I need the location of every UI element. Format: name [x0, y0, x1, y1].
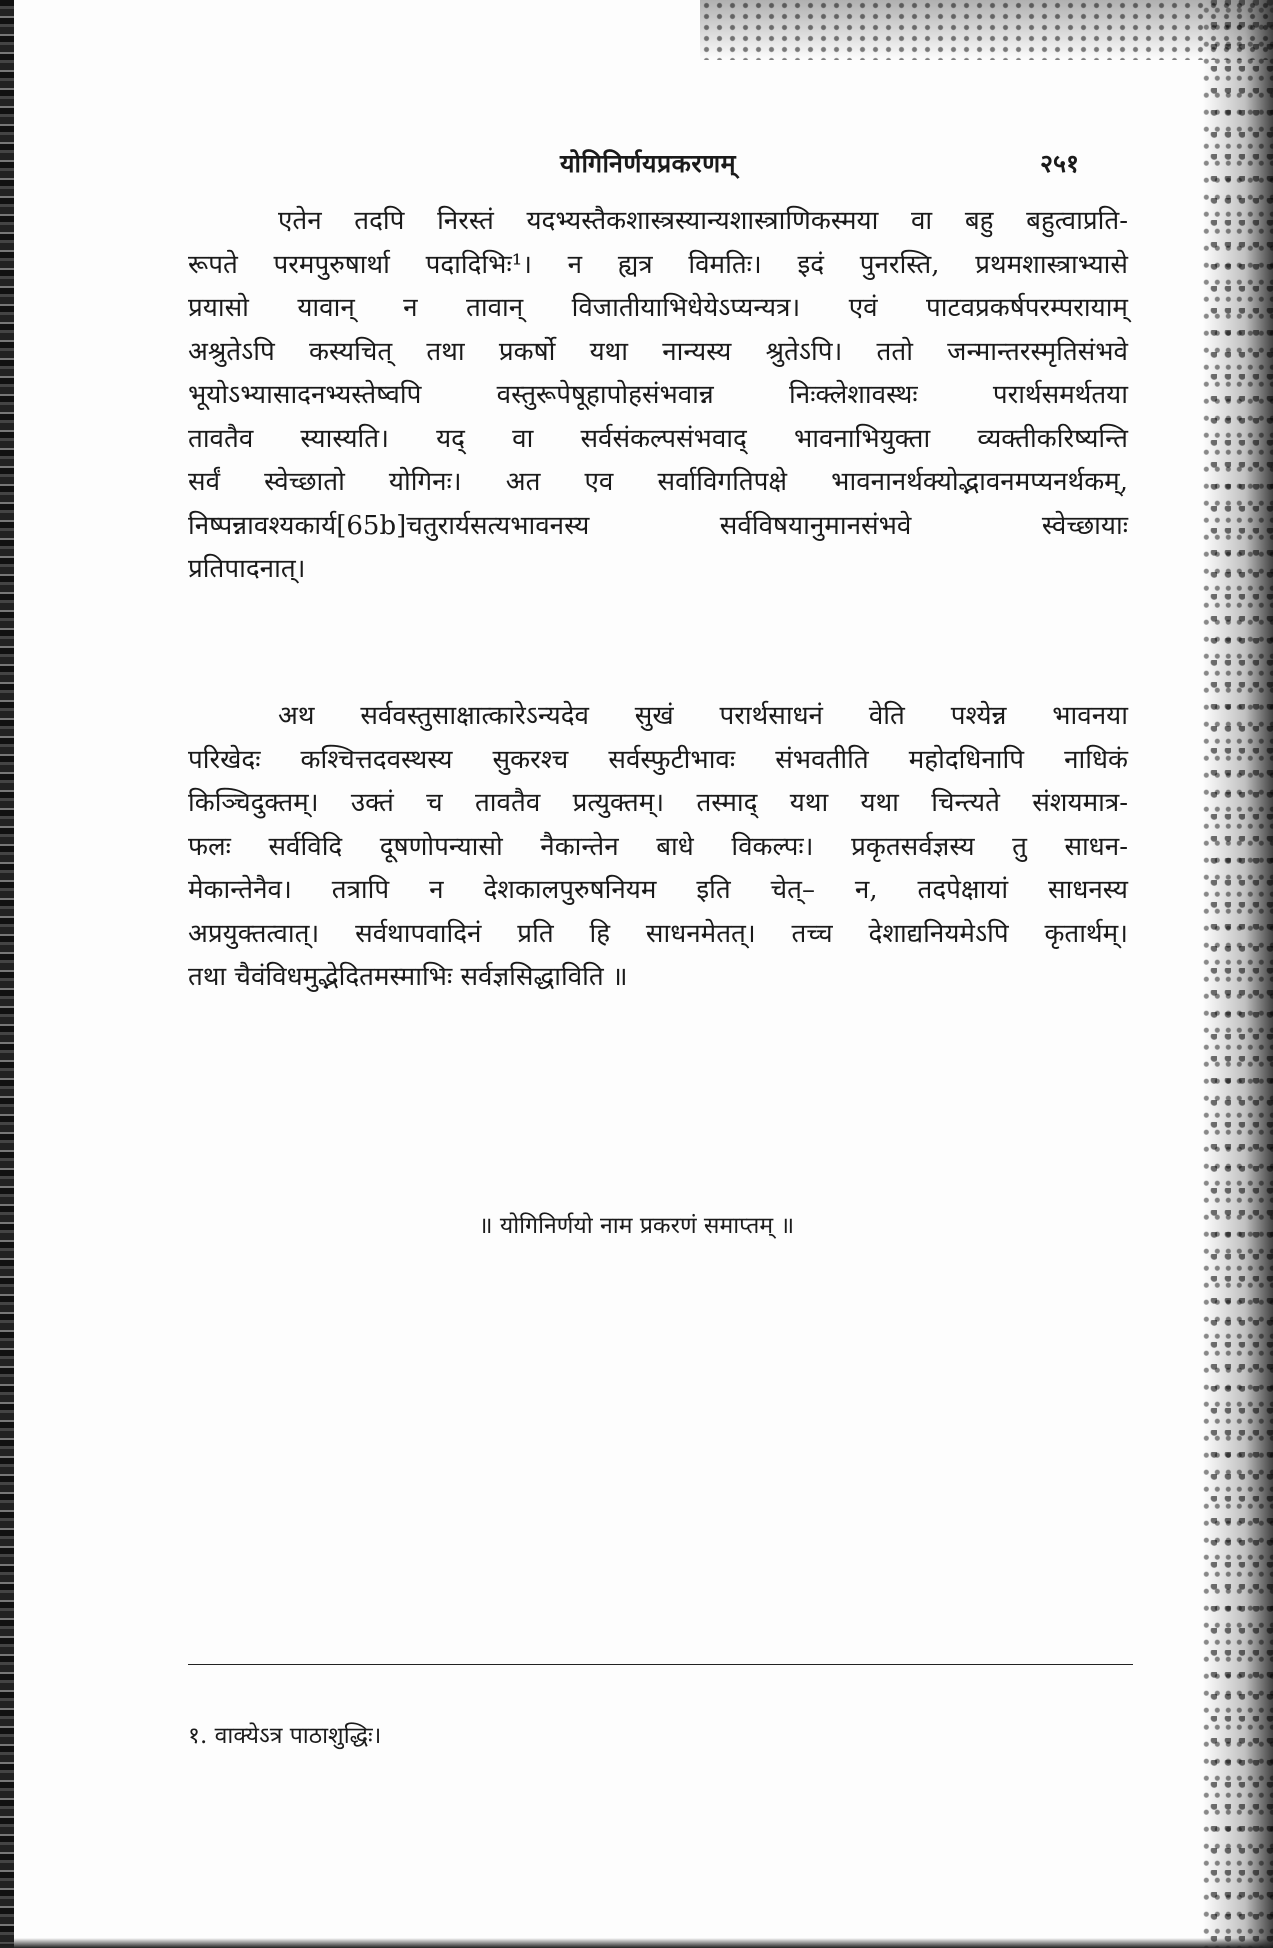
text-line: मेकान्तेनैव। तत्रापि न देशकालपुरुषनियम इति चेत्– न, तदपेक्षायां साधनस्य: [188, 875, 1128, 905]
text-line: अश्रुतेऽपि कस्यचित् तथा प्रकर्षो यथा नान्यस्य श्रुतेऽपि। ततो जन्मान्तरस्मृतिसंभवे: [188, 336, 1128, 367]
colophon: ॥ योगिनिर्णयो नाम प्रकरणं समाप्तम् ॥: [478, 1213, 795, 1239]
text-line: एतेन तदपि निरस्तं यदभ्यस्तैकशास्त्रस्यान्यशास्त्राणिकस्मया वा बहु बहुत्वाप्रति-: [278, 206, 1128, 236]
text-line: सर्वं स्वेच्छातो योगिनः। अत एव सर्वाविगतिपक्षे भावनानर्थक्योद्भावनमप्यनर्थकम्,: [188, 467, 1128, 497]
scan-edge-bottom: [0, 1938, 1273, 1948]
text-line: भूयोऽभ्यासादनभ्यस्तेष्वपि वस्तुरूपेषूहापोहसंभवान्न निःक्लेशावस्थः परार्थसमर्थतया: [188, 380, 1128, 410]
running-head: योगिनिर्णयप्रकरणम्: [560, 149, 737, 178]
text-line: परिखेदः कश्चित्तदवस्थस्य सुकरश्च सर्वस्फुटीभावः संभवतीति महोदधिनापि नाधिकं: [188, 744, 1128, 775]
text-line: किञ्चिदुक्तम्। उक्तं च तावतैव प्रत्युक्तम्। तस्माद् यथा यथा चिन्त्यते संशयमात्र-: [188, 788, 1128, 818]
text-line: तावतैव स्यास्यति। यद् वा सर्वसंकल्पसंभवाद् भावनाभियुक्ता व्यक्तीकरिष्यन्ति: [188, 423, 1128, 454]
paragraph-2: [188, 695, 1128, 1000]
text-line: अप्रयुक्तत्वात्। सर्वथापवादिनं प्रति हि साधनमेतत्। तच्च देशाद्यनियमेऽपि कृतार्थम्।: [188, 918, 1128, 949]
text-line: रूपते परमपुरुषार्था पदादिभिः¹। न ह्यत्र विमतिः। इदं पुनरस्ति, प्रथमशास्त्राभ्यासे: [188, 249, 1128, 280]
text-line: फलः सर्वविदि दूषणोपन्यासो नैकान्तेन बाधे विकल्पः। प्रकृतसर्वज्ञस्य तु साधन-: [188, 831, 1128, 862]
text-line: तथा चैवंविधमुद्भेदितमस्माभिः सर्वज्ञसिद्धाविति ॥: [188, 962, 628, 992]
footnote-rule: [188, 1664, 1133, 1665]
text-line: प्रतिपादनात्।: [188, 554, 306, 584]
paragraph-1: [188, 200, 1128, 592]
scan-edge-right: [1203, 0, 1273, 1948]
text-line: अथ सर्ववस्तुसाक्षात्कारेऽन्यदेव सुखं परार्थसाधनं वेति पश्येन्न भावनया: [278, 701, 1128, 731]
scan-edge-left: [0, 0, 14, 1948]
page-number: २५१: [1040, 149, 1080, 178]
scan-edge-top: [700, 0, 1273, 60]
text-line: निष्पन्नावश्यकार्य[65b]चतुरार्यसत्यभावनस्य सर्वविषयानुमानसंभवे स्वेच्छायाः: [188, 510, 1128, 541]
text-line: प्रयासो यावान् न तावान् विजातीयाभिधेयेऽप्यन्यत्र। एवं पाटवप्रकर्षपरम्परायाम्: [188, 293, 1128, 323]
footnote: १. वाक्येऽत्र पाठाशुद्धिः।: [188, 1723, 382, 1749]
